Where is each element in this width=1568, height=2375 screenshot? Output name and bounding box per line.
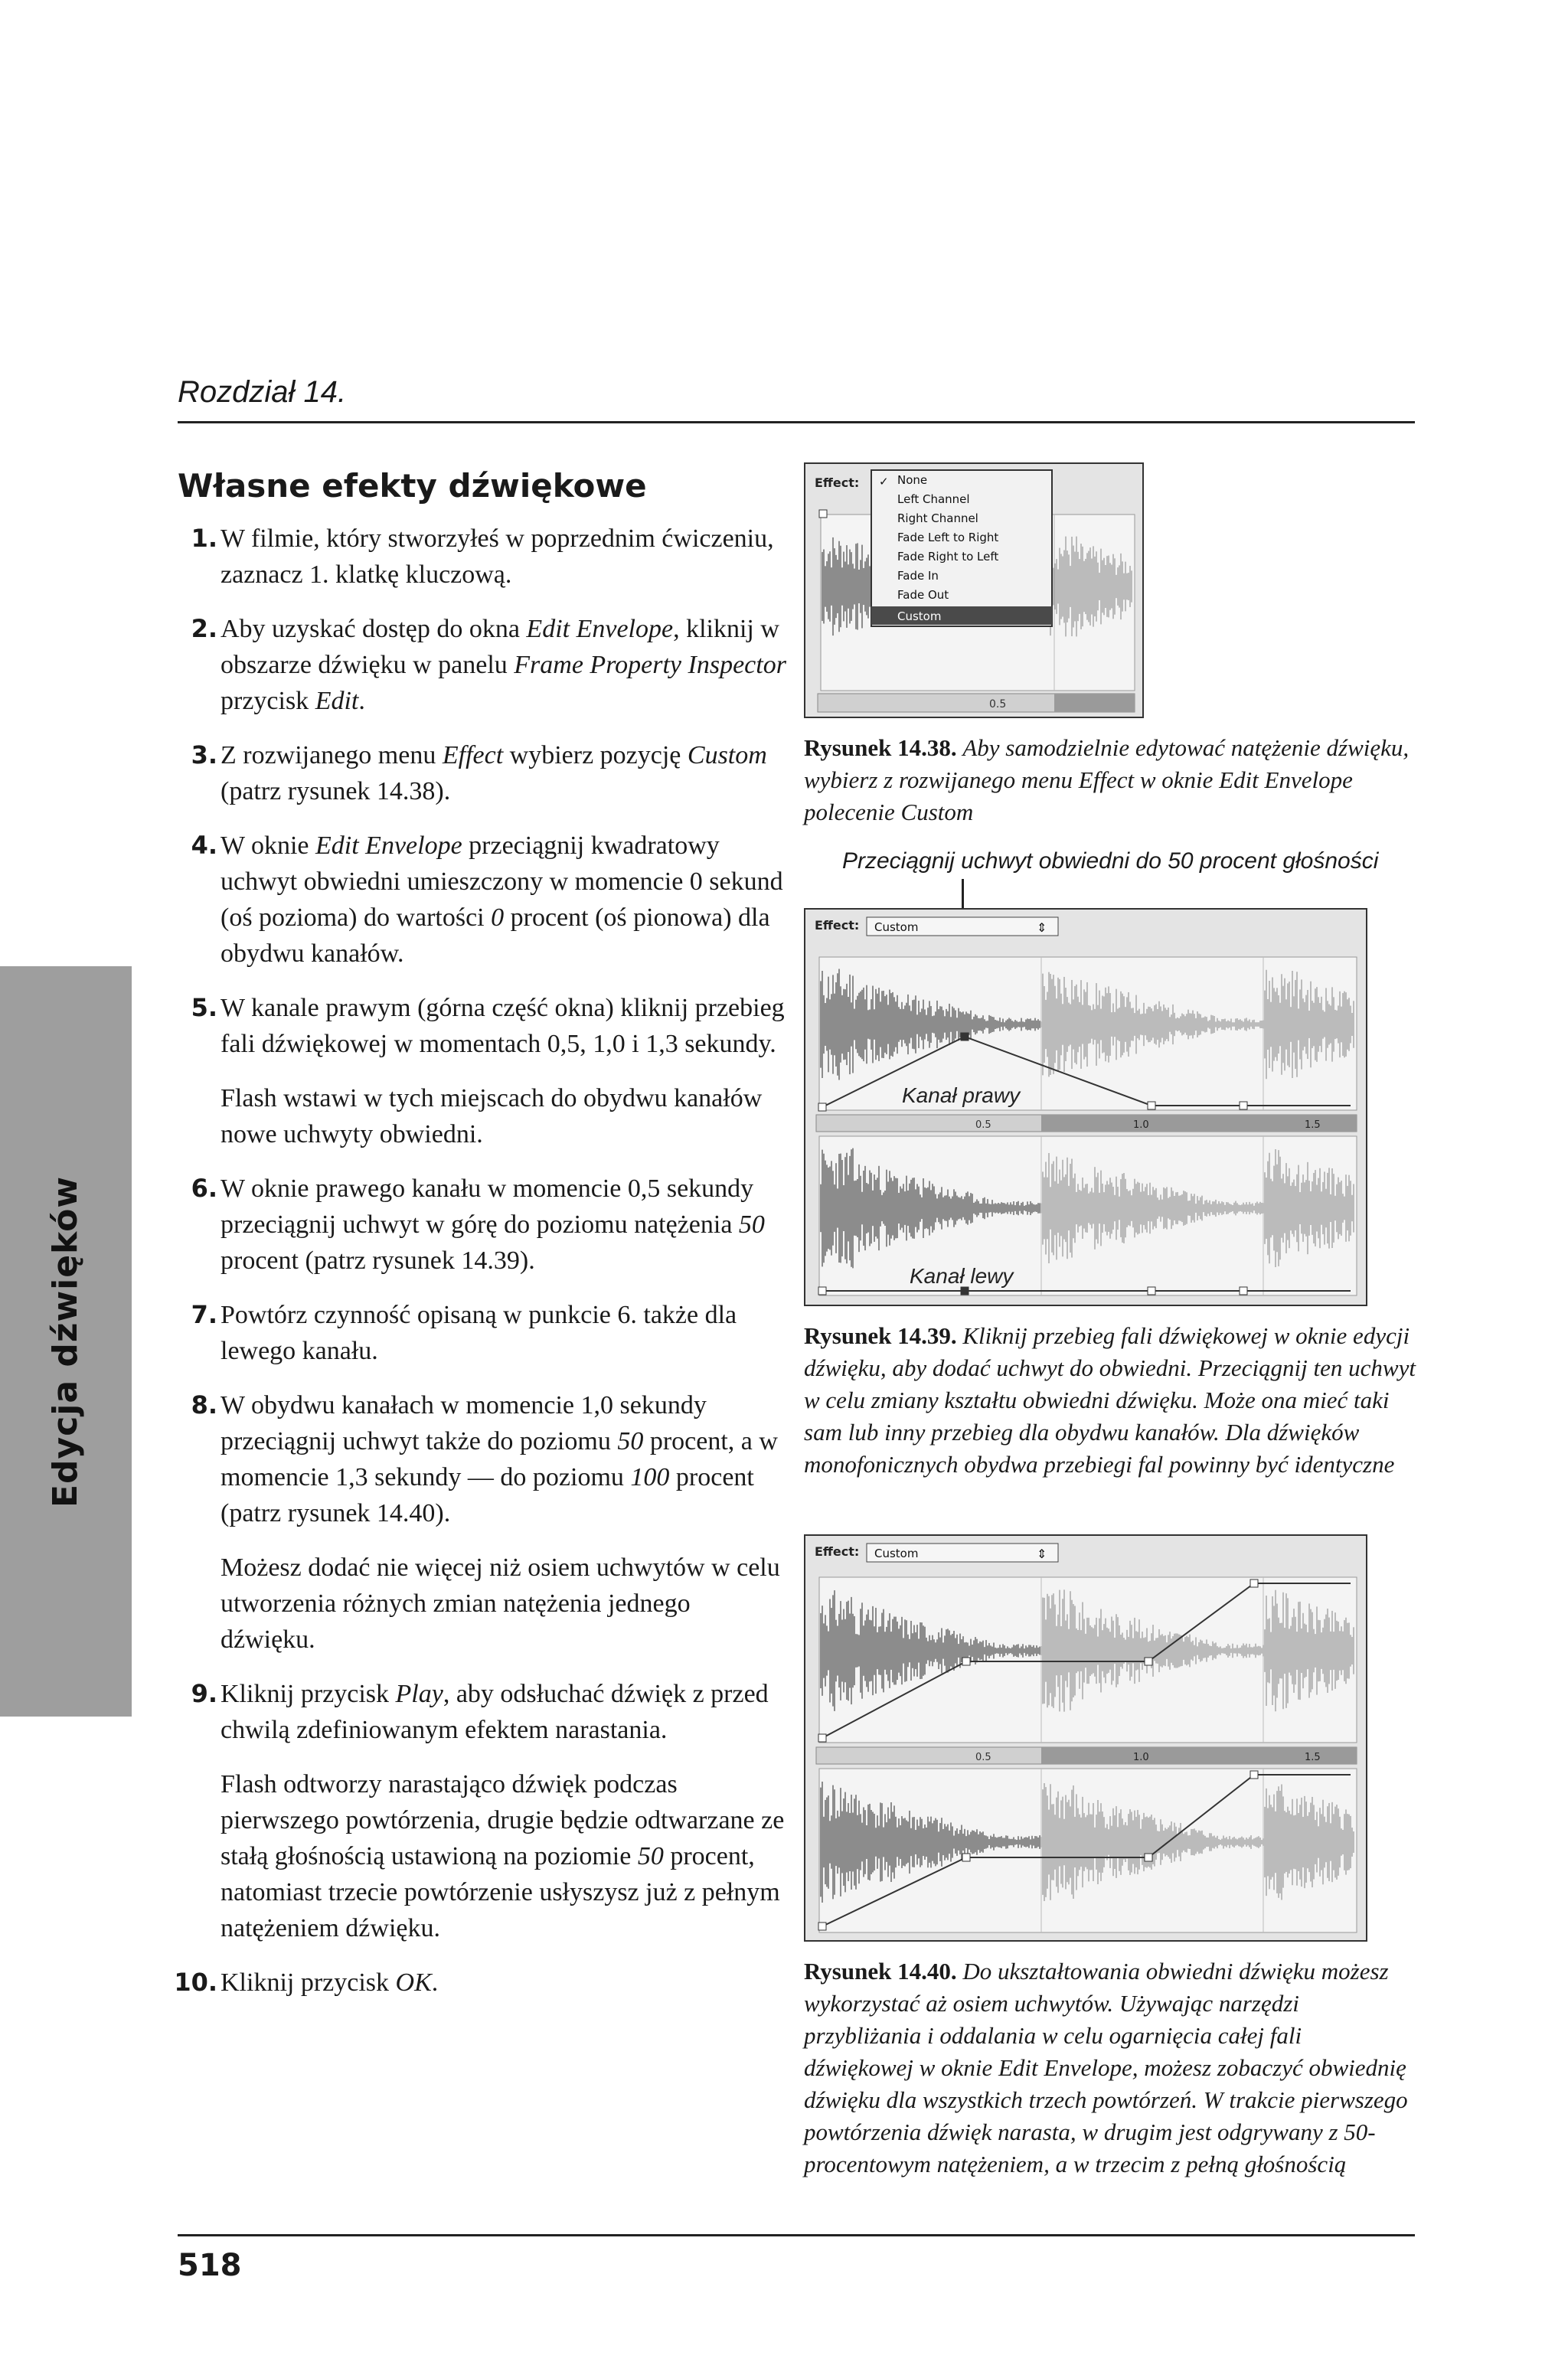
step-text: . [431, 1968, 439, 1997]
envelope-handle[interactable] [818, 1287, 826, 1295]
menu-item-fade-out[interactable]: Fade Out [897, 588, 949, 602]
step-value: 0 [491, 903, 505, 932]
step-text: przeciągnij kwadratowy uchwyt obwiedni umieszczony w momencie 0 sekund (oś pozioma) do wartości [220, 831, 783, 932]
select-arrows-icon: ⇕ [1037, 922, 1047, 935]
effect-dropdown-menu[interactable] [871, 470, 1052, 626]
step-text: procent (oś pionowa) dla obydwu kanałów. [220, 903, 770, 968]
steps-column [174, 521, 790, 2019]
envelope-handle[interactable] [818, 1923, 826, 1930]
step-value: 50 [738, 1210, 765, 1239]
step-number: 5. [191, 993, 217, 1022]
step-text: , kliknij w obszarze dźwięku w panelu [220, 615, 779, 679]
envelope-handle-selected[interactable] [961, 1287, 969, 1295]
footer-rule [178, 2234, 1415, 2236]
step-value: 100 [630, 1463, 670, 1491]
step-value: 50 [617, 1427, 644, 1455]
edit-envelope-screenshot-2 [805, 910, 1366, 1305]
step-text: W filmie, który stworzyłeś w poprzednim ćwiczeniu, zaznacz 1. klatkę kluczową. [220, 524, 774, 589]
envelope-handle[interactable] [1145, 1854, 1152, 1861]
step-note: Flash wstawi w tych miejscach do obydwu kanałów nowe uchwyty obwiedni. [220, 1084, 763, 1148]
envelope-handle[interactable] [1148, 1102, 1155, 1109]
step-text: W oknie prawego kanału w momencie 0,5 sekundy przeciągnij uchwyt w górę do poziomu natężenia [220, 1174, 754, 1239]
step-number: 3. [191, 740, 217, 769]
envelope-handle[interactable] [1145, 1658, 1152, 1665]
menu-item-fade-right-to-left[interactable]: Fade Right to Left [897, 550, 999, 564]
step-text: Flash odtworzy narastająco dźwięk podczas pierwszego powtórzenia, drugie będzie odtwarzane ze stałą głośnością ustawioną na poziomie [220, 1770, 785, 1870]
figure-14-40 [804, 1534, 1367, 1942]
figure-14-39 [804, 908, 1367, 1306]
step-value: 50 [637, 1842, 664, 1870]
step-text: (patrz rysunek 14.38). [220, 777, 451, 805]
envelope-handle[interactable] [1250, 1771, 1258, 1779]
step-term: Frame Property Inspector [514, 651, 786, 679]
left-channel-label: Kanał lewy [910, 1264, 1014, 1288]
ruler-label: 1.5 [1305, 1752, 1321, 1763]
effect-select-value: Custom [874, 1547, 919, 1560]
envelope-handle[interactable] [819, 510, 827, 518]
step-5 [178, 990, 790, 1062]
step-note [178, 1766, 790, 1946]
caption-label: Rysunek 14.39. [804, 1322, 957, 1349]
menu-item-custom[interactable]: Custom [897, 609, 942, 623]
step-8 [178, 1387, 790, 1531]
side-tab-label-wrap [0, 966, 132, 1717]
step-text: Kliknij przycisk [220, 1680, 396, 1708]
envelope-handle[interactable] [1148, 1287, 1155, 1295]
step-number: 6. [191, 1174, 217, 1203]
step-term: Custom [687, 741, 767, 769]
step-number: 4. [191, 831, 217, 860]
step-text: procent, a w momencie 1,3 sekundy — do poziomu [220, 1427, 778, 1491]
step-2 [178, 611, 790, 719]
ruler-label: 0.5 [989, 698, 1007, 711]
envelope-handle[interactable] [818, 1103, 826, 1111]
edit-envelope-screenshot-3 [805, 1536, 1366, 1940]
step-1 [178, 521, 790, 593]
step-text: Aby uzyskać dostęp do okna [220, 615, 527, 643]
chapter-header: Rozdział 14. [178, 375, 347, 409]
step-term: Edit [315, 687, 359, 715]
step-7 [178, 1297, 790, 1369]
ruler-label: 1.5 [1305, 1119, 1321, 1131]
step-number: 9. [191, 1679, 217, 1708]
caption-text: Do ukształtowania obwiedni dźwięku możesz wykorzystać aż osiem uchwytów. Używając narzędzi przybliżania i oddalania w celu ogarnięcia całej fali dźwiękowej w oknie Edit Envelope, możesz zobaczyć obwiednię dźwięku dla wszystkich trzech powtórzeń. W trakcie pierwszego powtórzenia dźwięk narasta, w drugim jest odgrywany z 50-procentowym natężeniem, a w trzecim z pełną głośnością [804, 1958, 1408, 2177]
ruler-label: 1.0 [1133, 1752, 1149, 1763]
side-tab-label: Edycja dźwięków [46, 1175, 86, 1508]
right-channel-label: Kanał prawy [902, 1083, 1021, 1107]
menu-item-fade-in[interactable]: Fade In [897, 569, 939, 583]
figure-14-38 [804, 462, 1144, 718]
caption-14-39 [804, 1320, 1416, 1481]
step-text: Powtórz czynność opisaną w punkcie 6. także dla lewego kanału. [220, 1301, 737, 1365]
section-title: Własne efekty dźwiękowe [178, 467, 647, 505]
step-term: OK [395, 1968, 432, 1997]
envelope-handle[interactable] [962, 1658, 970, 1665]
envelope-handle-selected[interactable] [961, 1033, 969, 1040]
caption-label: Rysunek 14.38. [804, 734, 957, 761]
step-6 [178, 1171, 790, 1279]
page-number: 518 [178, 2248, 242, 2283]
select-arrows-icon: ⇕ [1037, 1548, 1047, 1561]
effect-label: Effect: [815, 475, 860, 490]
envelope-handle[interactable] [1240, 1287, 1247, 1295]
step-9 [178, 1676, 790, 1748]
step-term: Edit Envelope [315, 831, 462, 860]
step-text: procent (patrz rysunek 14.40). [220, 1463, 754, 1527]
effect-label: Effect: [815, 918, 860, 933]
caption-label: Rysunek 14.40. [804, 1958, 957, 1985]
step-text: W oknie [220, 831, 316, 860]
step-4 [178, 828, 790, 972]
step-number: 2. [191, 614, 217, 643]
step-text: Kliknij przycisk [220, 1968, 396, 1997]
ruler-label: 0.5 [975, 1752, 991, 1763]
caption-14-38 [804, 732, 1416, 828]
step-10 [174, 1965, 790, 2001]
step-text: W obydwu kanałach w momencie 1,0 sekundy przeciągnij uchwyt także do poziomu [220, 1391, 707, 1455]
menu-item-right-channel[interactable]: Right Channel [897, 511, 978, 525]
step-number: 7. [191, 1300, 217, 1329]
step-text: W kanale prawym (górna część okna) kliknij przebieg fali dźwiękowej w momentach 0,5, 1,0 i 1,3 sekundy. [220, 994, 785, 1058]
ruler-label: 0.5 [975, 1119, 991, 1131]
header-rule [178, 421, 1415, 423]
step-number: 8. [191, 1390, 217, 1419]
effect-select-value: Custom [874, 920, 919, 934]
step-text: , aby odsłuchać dźwięk z przed chwilą zdefiniowanym efektem narastania. [220, 1680, 769, 1744]
menu-item-fade-left-to-right[interactable]: Fade Left to Right [897, 531, 999, 544]
step-note: Możesz dodać nie więcej niż osiem uchwytów w celu utworzenia różnych zmian natężenia jednego dźwięku. [220, 1553, 780, 1654]
ruler-label: 1.0 [1133, 1119, 1149, 1131]
figure-callout: Przeciągnij uchwyt obwiedni do 50 procent głośności [842, 848, 1379, 874]
step-term: Edit Envelope [526, 615, 674, 643]
edit-envelope-screenshot-1 [805, 464, 1142, 717]
caption-text: Kliknij przebieg fali dźwiękowej w oknie edycji dźwięku, aby dodać uchwyt do obwiedni. Przeciągnij ten uchwyt w celu zmiany kształtu obwiedni dźwięku. Może ona mieć taki sam lub inny przebieg dla obydwu kanałów. Dla dźwięków monofonicznych obydwa przebiegi fal powinny być identyczne [804, 1322, 1416, 1478]
step-text: przycisk [220, 687, 315, 715]
step-text: procent, natomiast trzecie powtórzenie usłyszysz już z pełnym natężeniem dźwięku. [220, 1842, 780, 1942]
menu-item-left-channel[interactable]: Left Channel [897, 492, 970, 506]
step-term: Effect [442, 741, 504, 769]
step-text: wybierz pozycję [503, 741, 688, 769]
envelope-handle[interactable] [962, 1854, 970, 1861]
envelope-handle[interactable] [1250, 1580, 1258, 1587]
step-term: Play [395, 1680, 443, 1708]
envelope-handle[interactable] [818, 1734, 826, 1742]
effect-label: Effect: [815, 1544, 860, 1559]
menu-item-none[interactable]: None [897, 473, 928, 487]
step-text: Z rozwijanego menu [220, 741, 443, 769]
step-number: 1. [191, 524, 217, 553]
step-3 [178, 737, 790, 809]
step-text: . [358, 687, 365, 715]
step-text: procent (patrz rysunek 14.39). [220, 1246, 535, 1275]
caption-14-40 [804, 1955, 1416, 2181]
check-icon: ✓ [879, 475, 889, 488]
envelope-handle[interactable] [1240, 1102, 1247, 1109]
caption-text: Aby samodzielnie edytować natężenie dźwięku, wybierz z rozwijanego menu Effect w oknie Edit Envelope polecenie Custom [804, 734, 1410, 825]
step-number: 10. [174, 1968, 217, 1997]
